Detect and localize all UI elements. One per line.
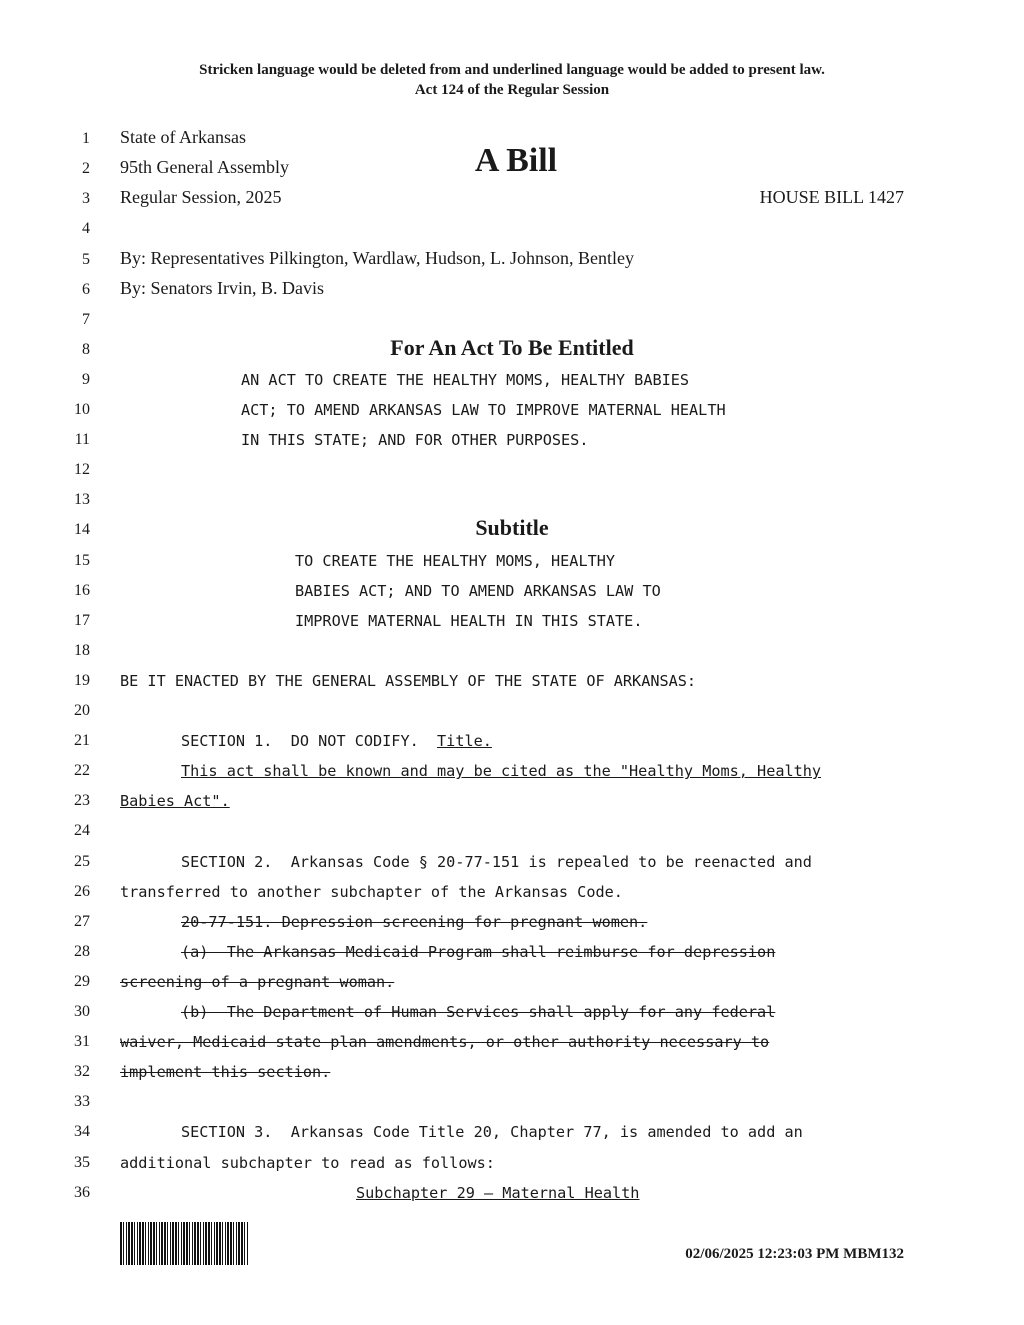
- line-number: 26: [74, 883, 90, 900]
- bill-number: HOUSE BILL 1427: [759, 187, 904, 207]
- general-assembly: 95th General Assembly: [120, 157, 289, 177]
- line-number: 4: [82, 220, 90, 237]
- entitled-heading: For An Act To Be Entitled: [390, 335, 634, 360]
- section-3-text: additional subchapter to read as follows:: [120, 1154, 495, 1172]
- line-number: 28: [74, 943, 90, 960]
- senate-sponsors: By: Senators Irvin, B. Davis: [120, 278, 324, 298]
- subtitle-line: IMPROVE MATERNAL HEALTH IN THIS STATE.: [295, 612, 643, 630]
- line-number: 3: [82, 190, 90, 207]
- entitled-line: ACT; TO AMEND ARKANSAS LAW TO IMPROVE MATERNAL HEALTH: [241, 401, 726, 419]
- line-number: 24: [74, 822, 90, 839]
- line-number: 35: [74, 1154, 90, 1171]
- section-1-title: Title.: [437, 732, 492, 750]
- section-3-text: SECTION 3. Arkansas Code Title 20, Chapter 77, is amended to add an: [181, 1123, 803, 1141]
- entitled-line: AN ACT TO CREATE THE HEALTHY MOMS, HEALTHY BABIES: [241, 371, 690, 389]
- subchapter-heading: Subchapter 29 — Maternal Health: [356, 1184, 640, 1202]
- line-number: 9: [82, 371, 90, 388]
- line-number: 14: [74, 521, 90, 538]
- line-number: 11: [74, 431, 90, 448]
- state-name: State of Arkansas: [120, 127, 246, 147]
- line-number: 21: [74, 732, 90, 749]
- line-number: 12: [74, 461, 90, 478]
- line-number: 1: [82, 130, 90, 147]
- session: Regular Session, 2025: [120, 187, 282, 207]
- line-number: 27: [74, 913, 90, 930]
- line-number: 30: [74, 1003, 90, 1020]
- barcode: [120, 1222, 248, 1265]
- line-number: 18: [74, 642, 90, 659]
- line-number: 7: [82, 311, 90, 328]
- line-number: 34: [74, 1123, 90, 1140]
- line-number: 36: [74, 1184, 90, 1201]
- enacting-clause: BE IT ENACTED BY THE GENERAL ASSEMBLY OF THE STATE OF ARKANSAS:: [120, 672, 697, 690]
- stricken-text: screening of a pregnant woman.: [120, 973, 395, 991]
- line-number: 23: [74, 792, 90, 809]
- line-number: 15: [74, 552, 90, 569]
- section-1-text: This act shall be known and may be cited as the "Healthy Moms, Healthy: [181, 762, 822, 780]
- line-number: 2: [82, 160, 90, 177]
- line-number: 31: [74, 1033, 90, 1050]
- line-number: 8: [82, 341, 90, 358]
- stricken-text: (b) The Department of Human Services shall apply for any federal: [181, 1003, 776, 1021]
- line-number: 17: [74, 612, 90, 629]
- line-number: 22: [74, 762, 90, 779]
- line-number: 29: [74, 973, 90, 990]
- line-number: 20: [74, 702, 90, 719]
- house-sponsors: By: Representatives Pilkington, Wardlaw, Hudson, L. Johnson, Bentley: [120, 248, 635, 268]
- stricken-notice: Stricken language would be deleted from and underlined language would be added to present law.: [199, 62, 825, 78]
- section-1-heading: [181, 732, 492, 750]
- line-number: 10: [74, 401, 90, 418]
- line-number: 13: [74, 491, 90, 508]
- stricken-text: 20-77-151. Depression screening for pregnant women.: [181, 913, 648, 931]
- stricken-text: (a) The Arkansas Medicaid Program shall reimburse for depression: [181, 943, 776, 961]
- line-number: 19: [74, 672, 90, 689]
- line-number: 6: [82, 281, 90, 298]
- section-1-text: Babies Act".: [120, 792, 230, 810]
- line-number: 32: [74, 1063, 90, 1080]
- stricken-text: implement this section.: [120, 1063, 331, 1081]
- entitled-line: IN THIS STATE; AND FOR OTHER PURPOSES.: [241, 431, 589, 449]
- subtitle-line: TO CREATE THE HEALTHY MOMS, HEALTHY: [295, 552, 616, 570]
- section-2-text: transferred to another subchapter of the Arkansas Code.: [120, 883, 623, 901]
- footer-timestamp: 02/06/2025 12:23:03 PM MBM132: [685, 1246, 904, 1262]
- line-number: 16: [74, 582, 90, 599]
- section-2-text: SECTION 2. Arkansas Code § 20-77-151 is repealed to be reenacted and: [181, 853, 812, 871]
- stricken-text: waiver, Medicaid state plan amendments, or other authority necessary to: [120, 1033, 770, 1051]
- subtitle-line: BABIES ACT; AND TO AMEND ARKANSAS LAW TO: [295, 582, 661, 600]
- act-number: Act 124 of the Regular Session: [414, 82, 610, 98]
- line-number: 25: [74, 853, 90, 870]
- document-title: A Bill: [474, 142, 558, 179]
- line-number: 5: [82, 251, 90, 268]
- line-number: 33: [74, 1093, 90, 1110]
- subtitle-heading: Subtitle: [475, 515, 549, 540]
- section-1-lead: SECTION 1. DO NOT CODIFY.: [181, 732, 438, 750]
